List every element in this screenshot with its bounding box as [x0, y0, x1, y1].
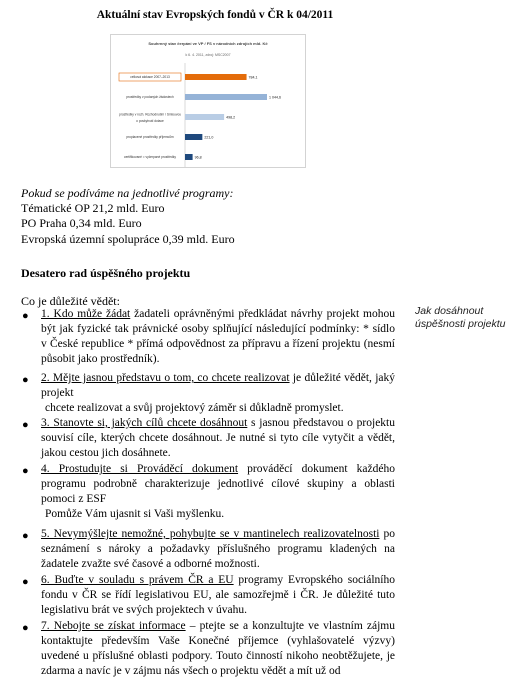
item-lead: 4. Prostudujte si Prováděcí dokument	[41, 463, 239, 475]
side-note: Jak dosáhnout úspěšnosti projektu	[415, 305, 506, 330]
program-line: Tématické OP 21,2 mld. Euro	[21, 201, 165, 215]
list-item	[41, 619, 395, 679]
page-title: Aktuální stav Evropských fondů v ČR k 04/2011	[96, 9, 334, 21]
category-label: celková alokace 2007–2013	[130, 75, 170, 80]
program-line: PO Praha 0,34 mld. Euro	[21, 216, 142, 230]
item-lead: 2. Mějte jasnou představu o tom, co chcete realizovat	[41, 372, 290, 384]
item-lead: 6. Buďte v souladu s právem ČR a EU	[41, 574, 234, 586]
category-label: proplacené prostředky příjemcům	[126, 135, 174, 140]
item-extra: chcete realizovat a svůj projektový záměr si důkladně promyslet.	[45, 402, 344, 414]
item-extra: Pomůže Vám ujasnit si Vaši myšlenku.	[45, 508, 225, 520]
item-text: prováděcí dokument každého programu podrobně charakterizuje jednotlivé cílové skupiny a oblasti pomoci z ESF	[41, 463, 395, 505]
item-text: – ptejte se a konzultujte ve vlastním zájmu kontaktujte především Vaše Konečné příjemce (vyhlašovatelé výzvy) uvedené u příslušné oblasti podpory. Touto činností nikoho neobtěžujete, je zdarma a navíc je v zájmu nás všech o projektu vědět a mít už od	[41, 620, 396, 677]
bar-value-label: 498,2	[226, 115, 236, 120]
item-text: programy Evropského sociálního fondu v ČR se řídí legislativou EU, ale samozřejmě i ČR. Je důležité tuto legislativu brát ve svých projektech v úvahu.	[41, 574, 395, 616]
section-heading: Desatero rad úspěšného projektu	[21, 266, 191, 280]
category-label: prostředky v rozh. Rozhodnutím / Smlouvou	[118, 112, 182, 117]
program-line: Evropská územní spolupráce 0,39 mld. Euro	[21, 232, 235, 246]
list-item	[41, 462, 395, 522]
bullet-icon: ●	[22, 419, 29, 431]
chart-bar	[185, 134, 202, 140]
item-text: po seznámení s nároky a požadavky příslušného programu kladených na žadatele zvažte své časové a odborné možnosti.	[41, 528, 395, 570]
bar-value-label: 96,8	[194, 155, 202, 160]
category-label: o poskytnutí dotace	[136, 119, 164, 123]
funds-chart	[110, 34, 306, 168]
item-text: žadateli oprávněnými předkládat návrhy projekt mohou být jak fyzické tak právnické osoby splňující následující podmínky: * sídlo v České republice * přímá odpovědnost za přípravu a řízení projektu (nesmí působit jako prostředník).	[41, 308, 396, 365]
list-item	[41, 371, 395, 416]
chart-bar	[185, 74, 247, 80]
list-item	[41, 307, 395, 367]
chart-subtitle: k 6. 4. 2011, zdroj: MSC2007	[185, 53, 231, 57]
chart-bar	[185, 154, 193, 160]
chart-title: Souhrnný stav čerpání ve VP / FS v národních zdrojích mld. Kč	[148, 41, 268, 46]
category-label: certifikované = vyčerpané prostředky	[124, 155, 176, 160]
item-lead: 7. Nebojte se získat informace	[41, 620, 186, 632]
chart-bar	[185, 114, 224, 120]
programs-intro: Pokud se podíváme na jednotlivé programy:	[21, 186, 234, 200]
bullet-icon: ●	[22, 622, 29, 634]
bar-value-label: 1 044,6	[269, 95, 281, 100]
section-intro: Co je důležité vědět:	[21, 294, 120, 308]
list-item	[41, 527, 395, 572]
item-lead: 3. Stanovte si, jakých cílů chcete dosáhnout	[41, 417, 248, 429]
list-item	[41, 573, 395, 618]
bar-value-label: 784,1	[248, 75, 258, 80]
bullet-icon: ●	[22, 310, 29, 322]
bar-value-label: 221,0	[204, 135, 214, 140]
chart-bar	[185, 94, 267, 100]
chart-plot	[111, 35, 305, 167]
bullet-icon: ●	[22, 465, 29, 477]
category-label: prostředky v podaných žádostech	[126, 95, 174, 100]
item-text: s jasnou představou o projektu souvisí cíle, kterých chcete dosáhnout. Je nutné si tyto cíle vytyčit a vědět, jakou cestou jich dosáhnete.	[41, 417, 395, 459]
bullet-icon: ●	[22, 576, 29, 588]
bullet-icon: ●	[22, 374, 29, 386]
item-lead: 1. Kdo může žádat	[41, 308, 131, 320]
list-item	[41, 416, 395, 461]
item-lead: 5. Nevymýšlejte nemožné, pohybujte se v mantinelech realizovatelnosti	[41, 528, 380, 540]
bullet-icon: ●	[22, 530, 29, 542]
item-text: je důležité vědět, jaký projekt	[41, 372, 395, 399]
